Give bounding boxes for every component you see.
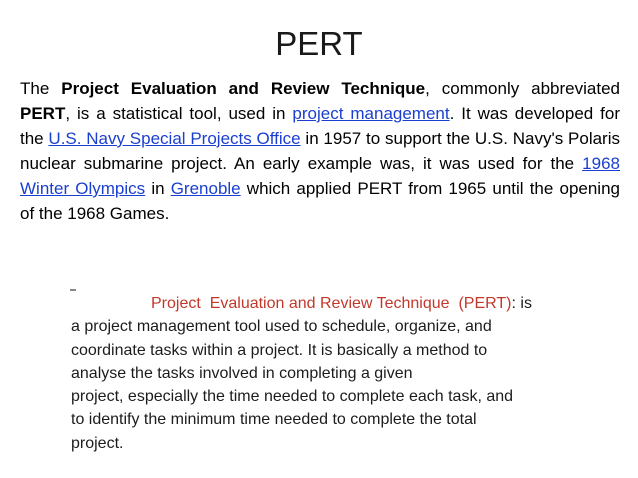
image-line-6: to identify the minimum time needed to complete the total <box>71 411 477 429</box>
intro-text: in 1957 to support the U.S. Navy's Polaris nuclear submarine project. An early example was, it was used for the <box>20 129 620 173</box>
decorative-dash <box>70 289 76 291</box>
image-line-4: analyse the tasks involved in completing a given <box>71 364 413 382</box>
intro-text: . It was developed for the <box>20 104 621 148</box>
intro-text: The <box>20 79 62 98</box>
image-line-5: project, especially the time needed to complete each task, and <box>71 388 514 406</box>
red-term-evaluation: Evaluation and Review Technique <box>209 295 450 312</box>
link-1968-winter-olympics[interactable]: 1968 Winter Olympics <box>20 154 620 198</box>
embedded-text-image <box>66 292 586 455</box>
intro-text: which applied PERT from 1965 until the opening of the 1968 Games. <box>20 179 620 223</box>
intro-text: in <box>145 179 171 198</box>
intro-text: , commonly abbreviated <box>425 79 620 98</box>
intro-bold-term: Project Evaluation and Review Technique <box>61 79 426 98</box>
red-term-project: Project <box>151 295 201 312</box>
link-project-management[interactable]: project management <box>292 104 450 123</box>
red-term-pert: (PERT) <box>458 295 512 312</box>
link-navy-special-projects-office[interactable]: U.S. Navy Special Projects Office <box>48 129 301 148</box>
image-line-3: coordinate tasks within a project. It is basically a method to <box>71 341 488 359</box>
link-grenoble[interactable]: Grenoble <box>170 179 241 198</box>
slide-title: PERT <box>275 25 363 62</box>
image-line-1 <box>66 292 586 315</box>
image-line-1-tail: : is <box>511 295 532 312</box>
intro-bold-abbreviation: PERT <box>20 104 66 123</box>
image-line-7: project. <box>71 434 124 452</box>
intro-text: , is a statistical tool, used in <box>65 104 293 123</box>
intro-paragraph <box>20 76 620 226</box>
image-line-2: a project management tool used to schedule, organize, and <box>71 318 492 336</box>
